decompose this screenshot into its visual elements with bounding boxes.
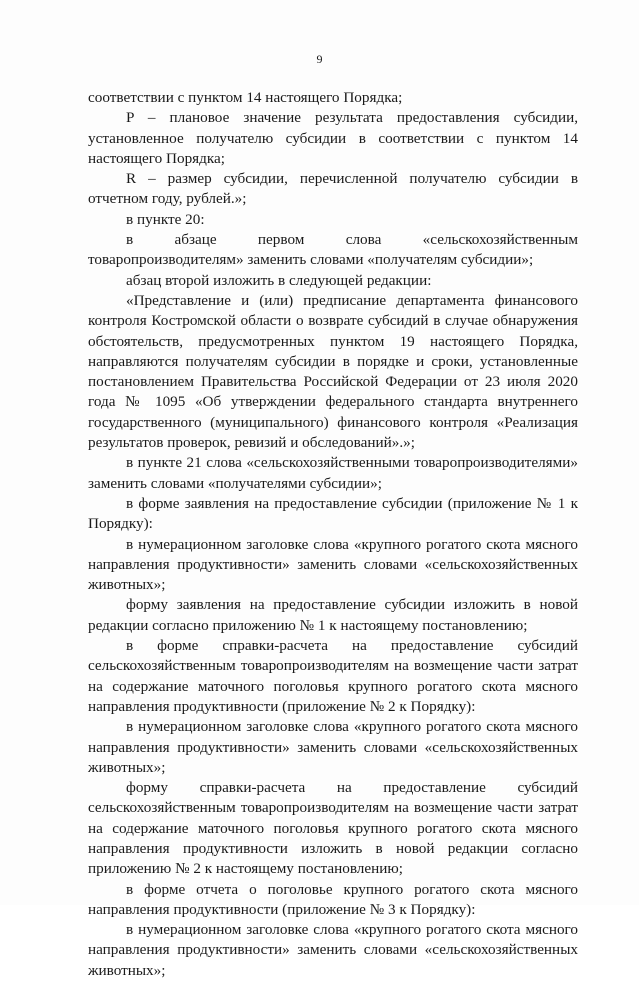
paragraph: форму справки-расчета на предоставление субсидий сельскохозяйственным товаропроизводителям на возмещение части затрат на содержание маточного поголовья крупного рогатого скота мясного направления продуктивности изложить в новой редакции согласно приложению № 2 к настоящему постановлению; [88, 779, 578, 878]
paragraph: абзац второй изложить в следующей редакции: [126, 271, 432, 289]
paragraph: в форме отчета о поголовье крупного рогатого скота мясного направления продуктивности (приложение № 3 к Порядку): [88, 880, 578, 918]
document-body [88, 88, 578, 981]
paragraph: P – плановое значение результата предоставления субсидии, установленное получателю субсидии в соответствии с пунктом 14 настоящего Порядка; [88, 109, 578, 167]
paragraph: R – размер субсидии, перечисленной получателю субсидии в отчетном году, рублей.»; [88, 170, 578, 208]
paragraph: в абзаце первом слова «сельскохозяйственным товаропроизводителям» заменить словами «получателям субсидии»; [88, 231, 578, 269]
paragraph: в форме справки-расчета на предоставление субсидий сельскохозяйственным товаропроизводителям на возмещение части затрат на содержание маточного поголовья крупного рогатого скота мясного направления продуктивности (приложение № 2 к Порядку): [88, 637, 578, 715]
paragraph: соответствии с пунктом 14 настоящего Порядка; [88, 89, 403, 106]
paragraph: форму заявления на предоставление субсидии изложить в новой редакции согласно приложению № 1 к настоящему постановлению; [88, 596, 578, 634]
paragraph: в нумерационном заголовке слова «крупного рогатого скота мясного направления продуктивности» заменить словами «сельскохозяйственных животных»; [88, 718, 578, 776]
paragraph: «Представление и (или) предписание департамента финансового контроля Костромской области о возврате субсидий в случае обнаружения обстоятельств, предусмотренных пунктом 19 настоящего Порядка, направляются получателям субсидии в порядке и сроки, установленные постановлением Правительства Российской Федерации от 23 июля 2020 года № 1095 «Об утверждении федерального стандарта внутреннего государственного (муниципального) финансового контроля «Реализация результатов проверок, ревизий и обследований».»; [88, 291, 578, 452]
paragraph: в пункте 20: [126, 210, 205, 228]
page-number: 9 [316, 52, 323, 66]
paragraph: в пункте 21 слова «сельскохозяйственными товаропроизводителями» заменить словами «получателями субсидии»; [88, 454, 578, 492]
paragraph: в нумерационном заголовке слова «крупного рогатого скота мясного направления продуктивности» заменить словами «сельскохозяйственных животных»; [88, 921, 578, 979]
paragraph: в нумерационном заголовке слова «крупного рогатого скота мясного направления продуктивности» заменить словами «сельскохозяйственных животных»; [88, 535, 578, 594]
paragraph: в форме заявления на предоставление субсидии (приложение № 1 к Порядку): [88, 494, 578, 533]
